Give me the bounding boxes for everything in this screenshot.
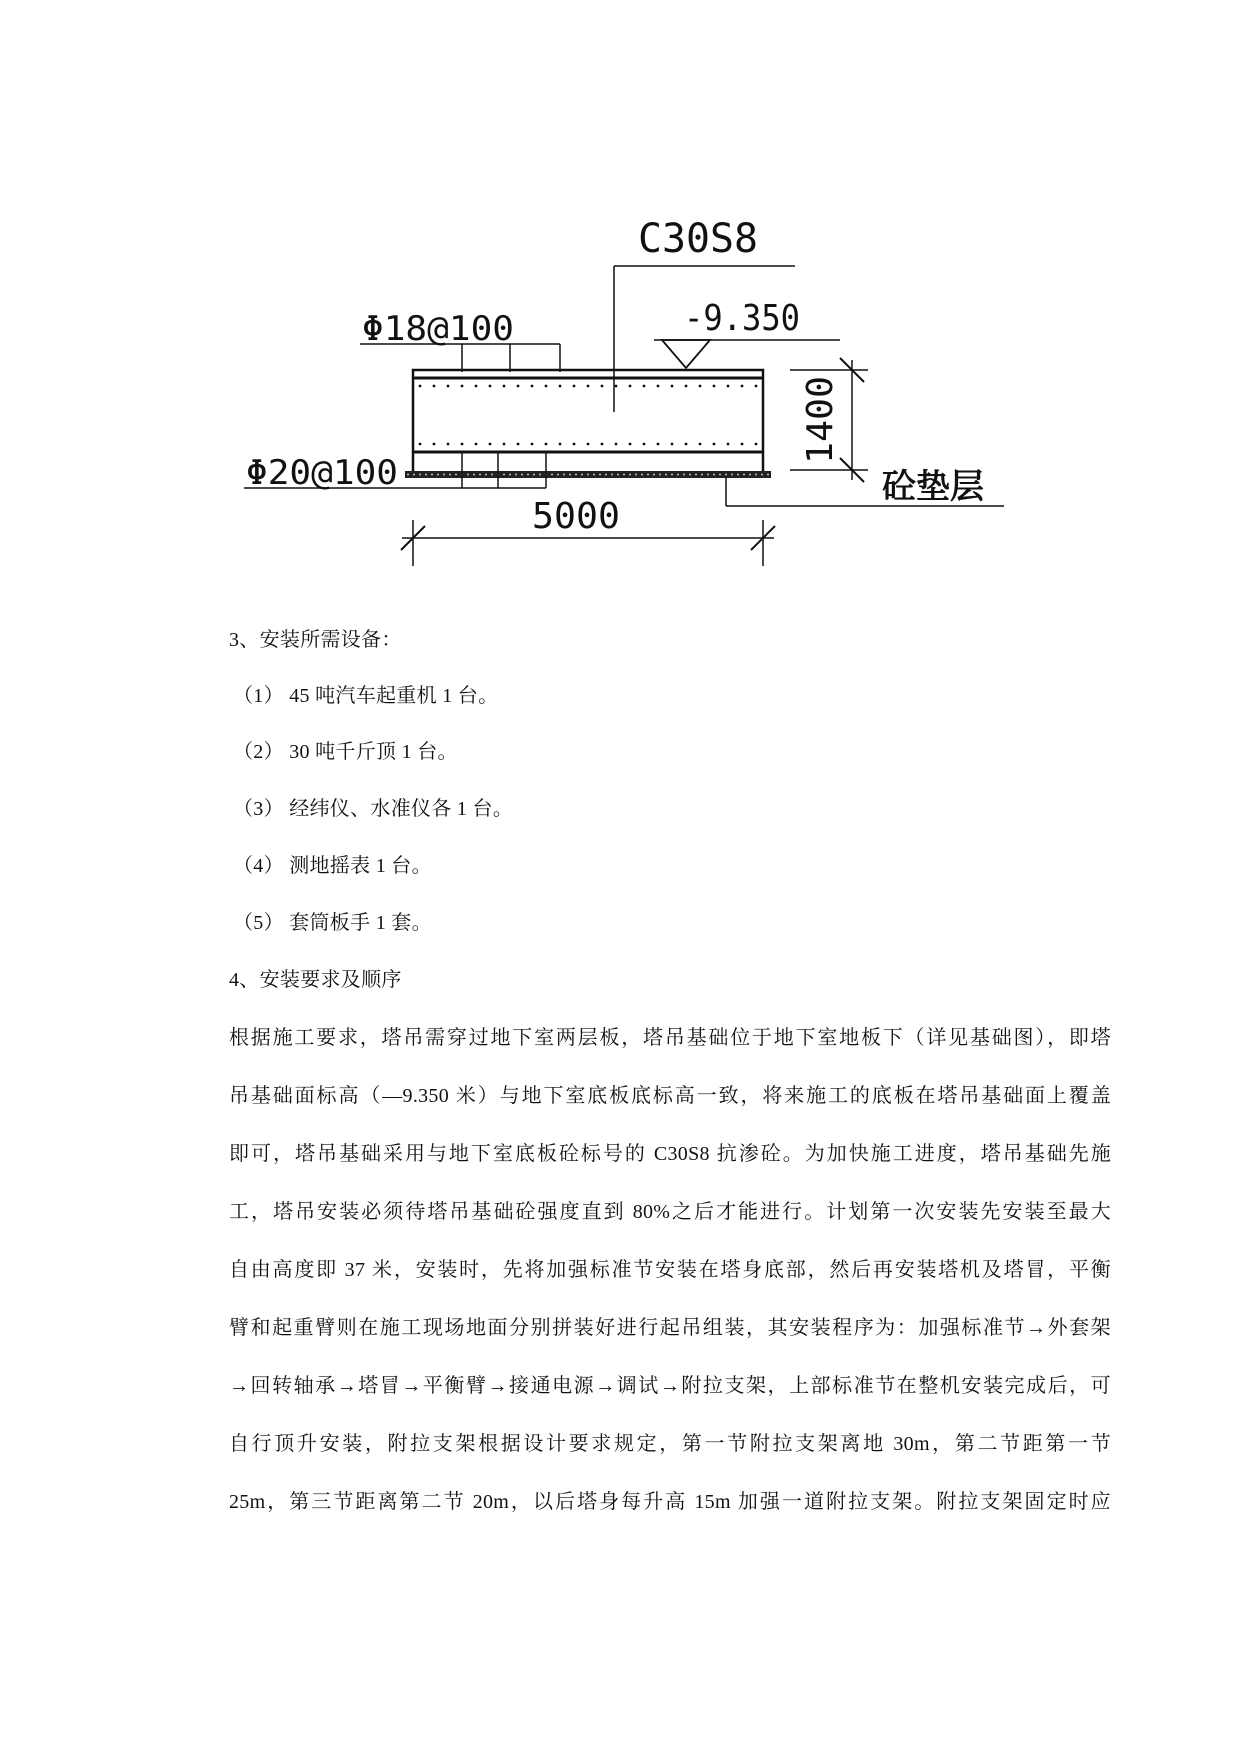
cushion-hatch-dot [707, 474, 709, 476]
equipment-item-4: （4） 测地摇表 1 台。 [233, 855, 432, 877]
concrete-grade-label: C30S8 [638, 216, 758, 262]
bottom-rebar-dot [727, 443, 730, 446]
bottom-rebar-dots [419, 443, 758, 446]
top-rebar-label: Φ18@100 [362, 309, 514, 349]
cushion-hatch-dot [419, 474, 421, 476]
cushion-hatch-dot [683, 474, 685, 476]
top-rebar-dot [433, 385, 436, 388]
top-rebar-dot [685, 385, 688, 388]
equipment-item-5: （5） 套筒板手 1 套。 [233, 912, 432, 934]
cushion-hatch-dot [521, 474, 523, 476]
elevation-triangle [662, 340, 710, 368]
cushion-hatch-dot [635, 474, 637, 476]
cushion-hatch-dot [413, 474, 415, 476]
equipment-item-3: （3） 经纬仪、水准仪各 1 台。 [233, 798, 514, 820]
top-rebar-dot [475, 385, 478, 388]
width-label: 5000 [532, 496, 620, 537]
cushion-hatch-dot [623, 474, 625, 476]
cushion-hatch-dot [575, 474, 577, 476]
cushion-hatch-dot [437, 474, 439, 476]
cushion-hatch-dot [503, 474, 505, 476]
cushion-hatch-dot [677, 474, 679, 476]
paragraph-line: 自由高度即 37 米，安装时，先将加强标准节安装在塔身底部，然后再安装塔机及塔冒，平衡 [229, 1259, 1111, 1281]
cushion-hatch-dot [737, 474, 739, 476]
bottom-rebar-label: Φ20@100 [246, 453, 398, 493]
top-rebar-dot [573, 385, 576, 388]
cushion-hatch-dot [605, 474, 607, 476]
paragraph-line: →回转轴承→塔冒→平衡臂→接通电源→调试→附拉支架，上部标准节在整机安装完成后，可 [229, 1375, 1111, 1397]
top-rebar-dot [741, 385, 744, 388]
bottom-rebar-dot [475, 443, 478, 446]
cushion-hatch-dot [425, 474, 427, 476]
top-rebar-dot [713, 385, 716, 388]
cushion-hatch-dot [539, 474, 541, 476]
cushion-hatch-dot [767, 474, 769, 476]
cushion-hatch-dot [557, 474, 559, 476]
top-rebar-dot [657, 385, 660, 388]
top-rebar-dot [489, 385, 492, 388]
cushion-hatch-dot [743, 474, 745, 476]
cushion-hatch-dot [665, 474, 667, 476]
cushion-hatch-dot [761, 474, 763, 476]
top-rebar-dot [615, 385, 618, 388]
section3-heading: 3、安装所需设备： [229, 629, 402, 651]
cushion-hatch-dot [407, 474, 409, 476]
paragraph-line: 自行顶升安装，附拉支架根据设计要求规定，第一节附拉支架离地 30m，第二节距第一节 [229, 1433, 1111, 1455]
paragraph-line: 即可，塔吊基础采用与地下室底板砼标号的 C30S8 抗渗砼。为加快施工进度，塔吊基础先施 [229, 1143, 1111, 1165]
bottom-rebar-dot [517, 443, 520, 446]
cushion-hatch-dot [431, 474, 433, 476]
cushion-hatch-dot [491, 474, 493, 476]
bottom-rebar-dot [503, 443, 506, 446]
bottom-rebar-dot [531, 443, 534, 446]
cushion-hatch-dot [719, 474, 721, 476]
cushion-hatch-dot [449, 474, 451, 476]
top-rebar-dot [531, 385, 534, 388]
cushion-hatch-dot [593, 474, 595, 476]
bottom-rebar-dot [601, 443, 604, 446]
cushion-hatch-dot [569, 474, 571, 476]
bottom-rebar-dot [419, 443, 422, 446]
cushion-hatch-dot [587, 474, 589, 476]
bottom-rebar-dot [741, 443, 744, 446]
cushion-hatch-dot [563, 474, 565, 476]
cushion-hatch-dot [509, 474, 511, 476]
bottom-rebar-dot [489, 443, 492, 446]
cushion-hatch-dot [695, 474, 697, 476]
cushion-hatch-dot [671, 474, 673, 476]
bottom-rebar-dot [545, 443, 548, 446]
cushion-hatch-dot [725, 474, 727, 476]
equipment-item-1: （1） 45 吨汽车起重机 1 台。 [233, 685, 499, 707]
paragraph-line: 吊基础面标高（—9.350 米）与地下室底板底标高一致，将来施工的底板在塔吊基础面上覆盖 [229, 1085, 1111, 1107]
cushion-hatch-dot [731, 474, 733, 476]
top-rebar-dot [419, 385, 422, 388]
cushion-hatch-dot [443, 474, 445, 476]
top-rebar-dot [545, 385, 548, 388]
section4-heading: 4、安装要求及顺序 [229, 969, 402, 991]
bottom-rebar-dot [713, 443, 716, 446]
cushion-hatch-dot [599, 474, 601, 476]
paragraph-line: 根据施工要求，塔吊需穿过地下室两层板，塔吊基础位于地下室地板下（详见基础图），即塔 [229, 1027, 1111, 1049]
equipment-item-2: （2） 30 吨千斤顶 1 台。 [233, 741, 458, 763]
top-rebar-dot [643, 385, 646, 388]
top-rebar-dots [419, 385, 758, 388]
cushion-hatch-dot [749, 474, 751, 476]
elevation-label: -9.350 [684, 298, 800, 339]
thickness-label: 1400 [800, 377, 841, 464]
cushion-hatch-dot [689, 474, 691, 476]
paragraph-line: 25m，第三节距离第二节 20m，以后塔身每升高 15m 加强一道附拉支架。附拉支架固定时应 [229, 1491, 1111, 1513]
cushion-hatch-dot [581, 474, 583, 476]
top-rebar-dot [699, 385, 702, 388]
foundation-section-diagram [0, 0, 1241, 600]
cushion-hatch-dot [515, 474, 517, 476]
bottom-rebar-dot [615, 443, 618, 446]
cushion-hatch-dot [701, 474, 703, 476]
bottom-rebar-dot [447, 443, 450, 446]
top-rebar-dot [601, 385, 604, 388]
top-rebar-dot [671, 385, 674, 388]
cushion-hatch-dot [485, 474, 487, 476]
bottom-rebar-dot [671, 443, 674, 446]
bottom-rebar-dot [559, 443, 562, 446]
cushion-hatch-dot [617, 474, 619, 476]
cushion-hatch-dot [479, 474, 481, 476]
bottom-rebar-dot [629, 443, 632, 446]
bottom-rebar-dot [699, 443, 702, 446]
cushion-hatch-dot [611, 474, 613, 476]
bottom-rebar-dot [573, 443, 576, 446]
bottom-rebar-dot [685, 443, 688, 446]
top-rebar-dot [559, 385, 562, 388]
bottom-rebar-dot [755, 443, 758, 446]
bottom-rebar-dot [643, 443, 646, 446]
cushion-hatch-dot [473, 474, 475, 476]
cushion-hatch-dot [755, 474, 757, 476]
top-rebar-dot [587, 385, 590, 388]
cushion-hatch-dot [641, 474, 643, 476]
bottom-rebar-dot [433, 443, 436, 446]
top-rebar-dot [755, 385, 758, 388]
top-rebar-dot [727, 385, 730, 388]
cushion-hatch-dot [713, 474, 715, 476]
cushion-hatch-dot [659, 474, 661, 476]
cushion-hatch-dot [533, 474, 535, 476]
cushion-hatch-dot [455, 474, 457, 476]
top-rebar-dot [517, 385, 520, 388]
paragraph-line: 臂和起重臂则在施工现场地面分别拼装好进行起吊组装，其安装程序为：加强标准节→外套架 [229, 1317, 1111, 1339]
bottom-rebar-dot [657, 443, 660, 446]
paragraph-line: 工，塔吊安装必须待塔吊基础砼强度直到 80%之后才能进行。计划第一次安装先安装至最大 [229, 1201, 1111, 1223]
top-rebar-dot [503, 385, 506, 388]
cushion-hatch-dot [527, 474, 529, 476]
bottom-rebar-dot [587, 443, 590, 446]
cushion-hatch-dot [629, 474, 631, 476]
top-rebar-dot [461, 385, 464, 388]
cushion-label: 砼垫层 [882, 467, 984, 507]
cushion-hatch-dot [647, 474, 649, 476]
top-rebar-dot [447, 385, 450, 388]
cushion-hatch-dot [467, 474, 469, 476]
bottom-rebar-dot [461, 443, 464, 446]
top-rebar-dot [629, 385, 632, 388]
cushion-hatch-dot [653, 474, 655, 476]
cushion-hatch-dot [551, 474, 553, 476]
